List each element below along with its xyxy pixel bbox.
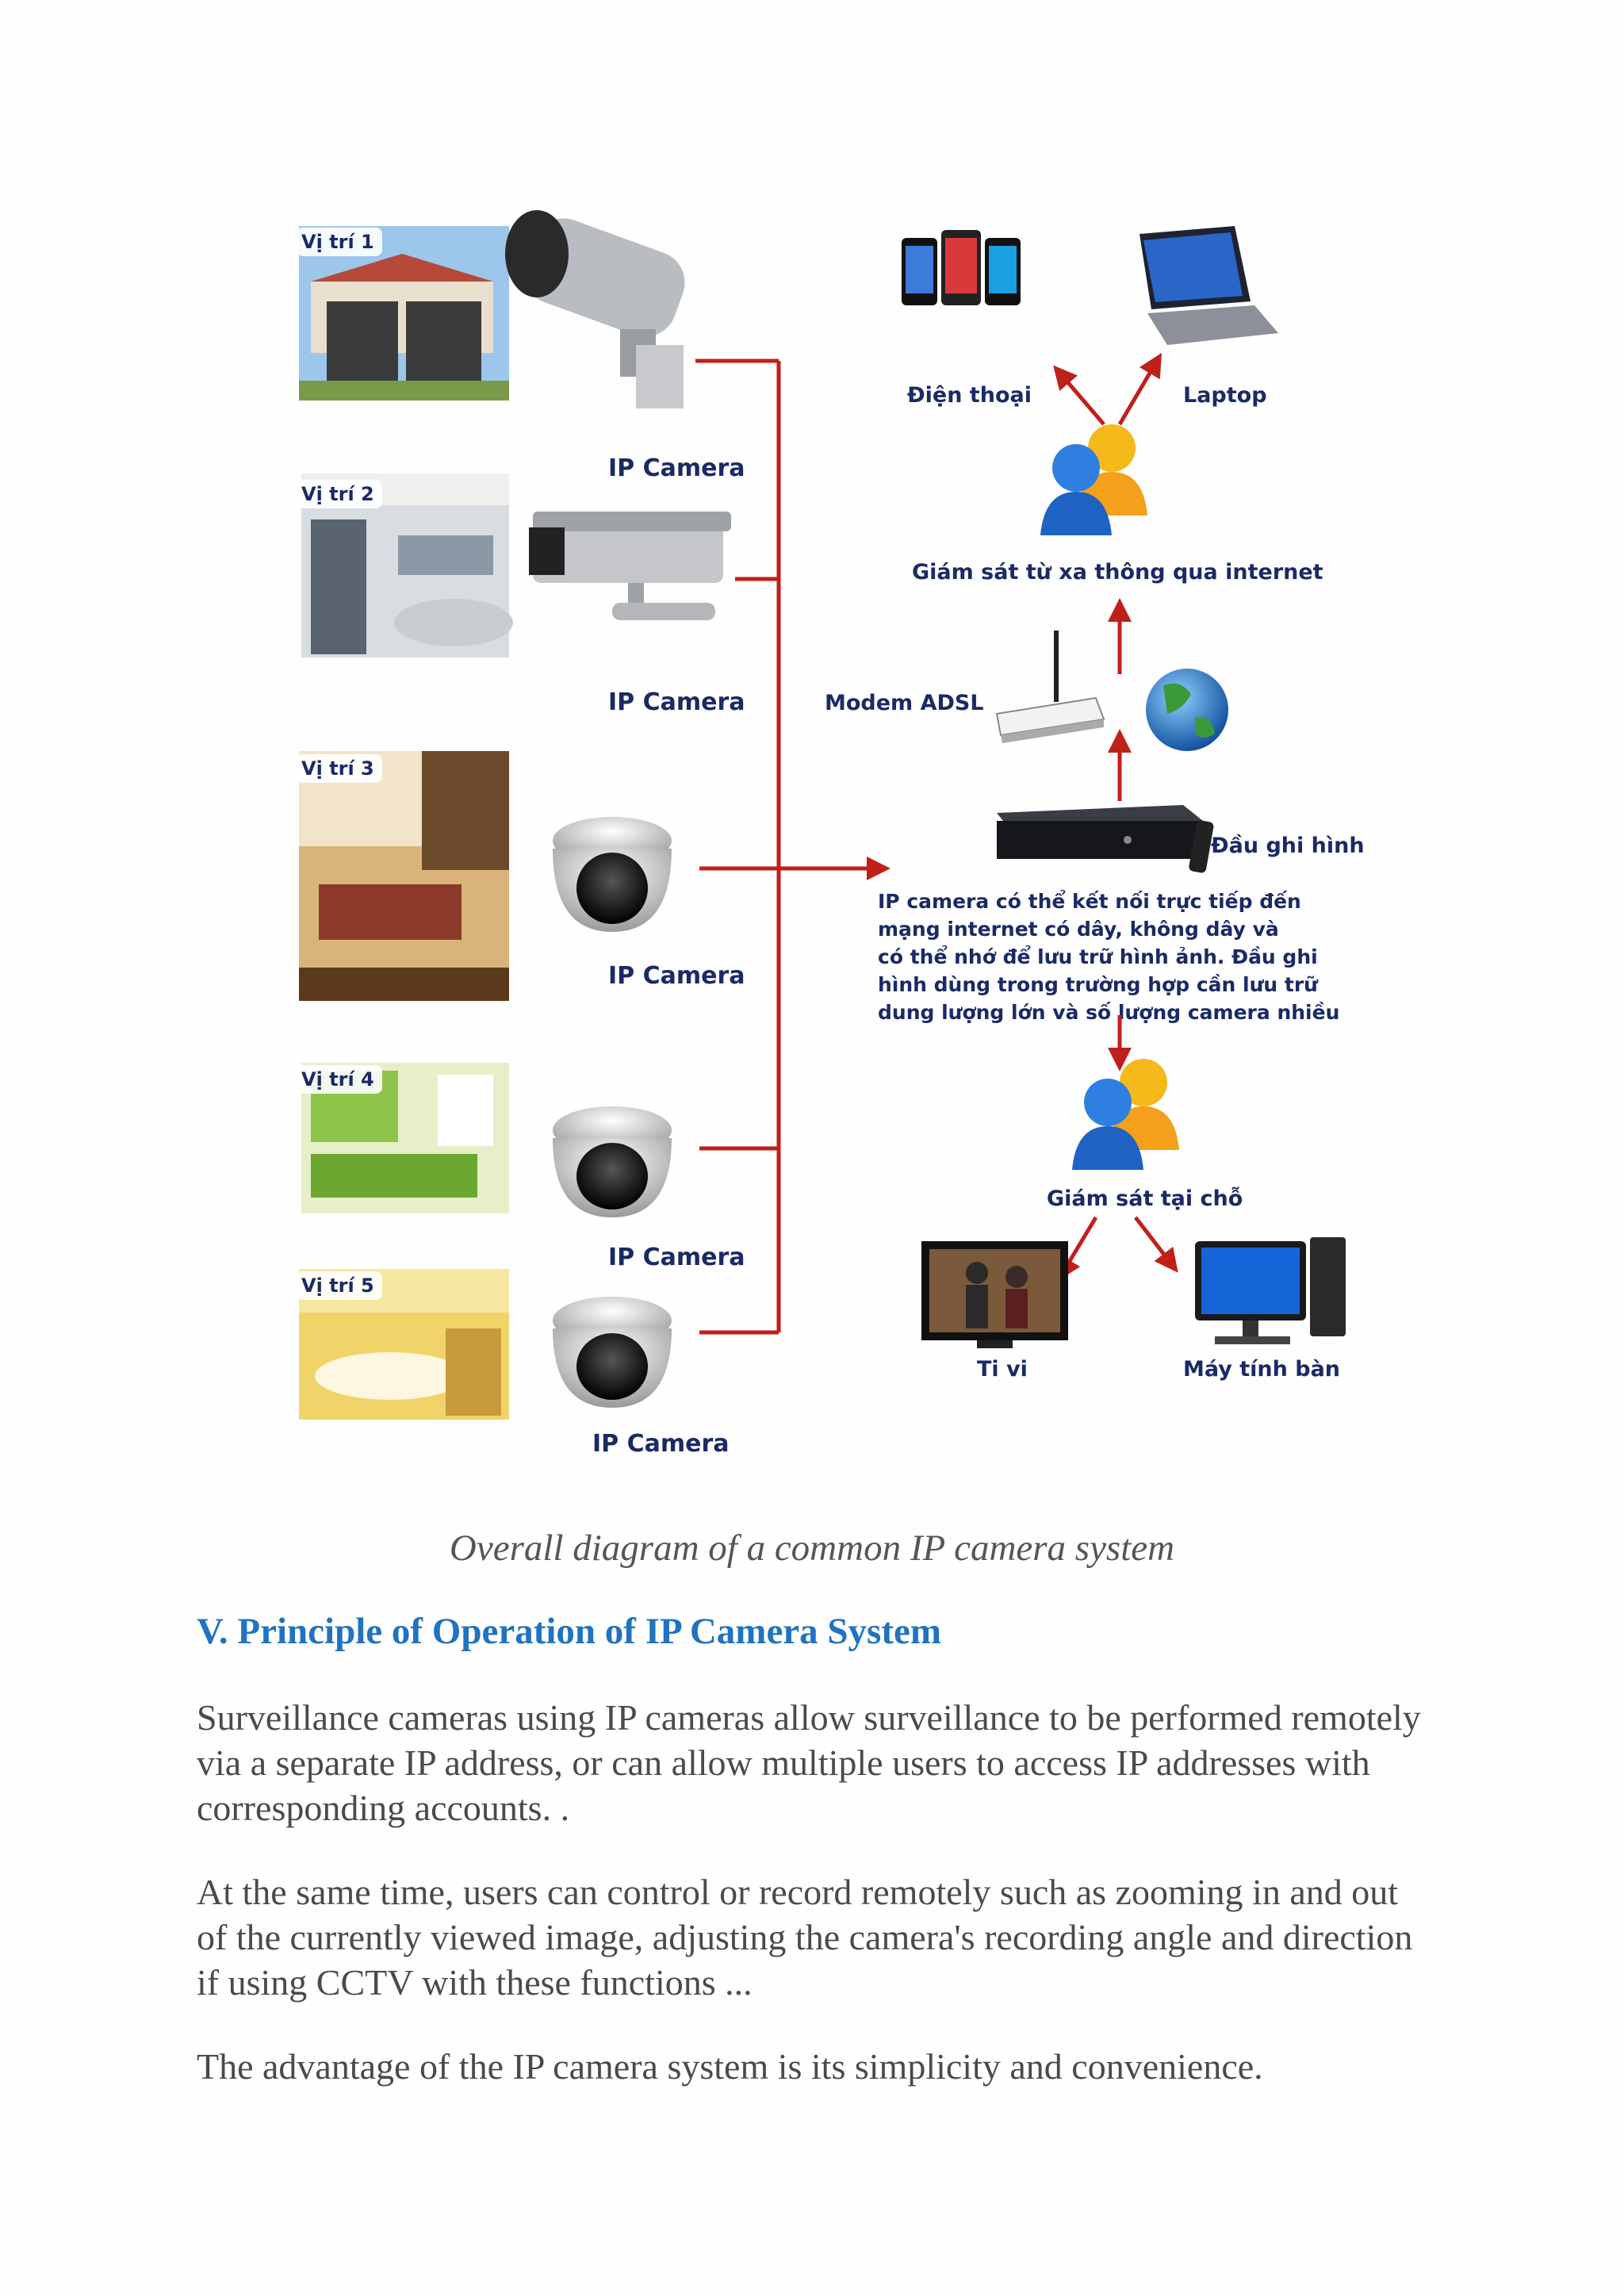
- camera-label-3: IP Camera: [608, 962, 745, 990]
- paragraph: At the same time, users can control or record remotely such as zooming in and out of the currently viewed image, adjusting the camera's recording angle and direction if using CCTV with these functions ...: [197, 1872, 1413, 2003]
- remote-monitoring-label: Giám sát từ xa thông qua internet: [912, 560, 1323, 585]
- remote-users-icon: [1040, 424, 1147, 535]
- tv-icon: [921, 1241, 1068, 1348]
- location-tag-2: Vị trí 2: [301, 483, 374, 505]
- bullet-camera-icon: [505, 209, 694, 408]
- figure-caption: Overall diagram of a common IP camera system: [449, 1527, 1175, 1569]
- camera-connection-lines: [695, 361, 886, 1332]
- globe-icon: [1146, 669, 1228, 751]
- modem-label: Modem ADSL: [825, 691, 984, 715]
- desktop-icon: [1195, 1237, 1346, 1344]
- video-recorder-icon: [997, 805, 1214, 873]
- dome-camera-icon: [553, 1297, 672, 1408]
- paragraph: The advantage of the IP camera system is its simplicity and convenience.: [197, 2046, 1263, 2087]
- box-camera-icon: [529, 512, 731, 620]
- note-line-5: dung lượng lớn và số lượng camera nhiều: [878, 1001, 1340, 1024]
- phone-label: Điện thoại: [907, 383, 1032, 408]
- desktop-label: Máy tính bàn: [1183, 1357, 1341, 1382]
- local-users-icon: [1072, 1059, 1179, 1170]
- camera-label-4: IP Camera: [608, 1244, 745, 1271]
- local-device-arrows: [1060, 1217, 1175, 1277]
- location-photo-3: [299, 751, 509, 1001]
- location-tag-1: Vị trí 1: [301, 231, 374, 253]
- paragraph: Surveillance cameras using IP cameras allow surveillance to be performed remotely via a separate IP address, or can allow multiple users to access IP addresses with corresponding accounts. .: [197, 1697, 1421, 1828]
- tv-label: Ti vi: [977, 1357, 1028, 1382]
- note-line-2: mạng internet có dây, không dây và: [878, 918, 1279, 941]
- location-tag-5: Vị trí 5: [301, 1274, 374, 1297]
- local-monitoring-label: Giám sát tại chỗ: [1047, 1186, 1243, 1211]
- recorder-note: [878, 889, 1339, 1024]
- laptop-label: Laptop: [1183, 383, 1267, 408]
- modem-icon: [997, 631, 1104, 743]
- ip-camera-system-diagram: [279, 186, 1396, 1471]
- dome-camera-icon: [553, 1106, 672, 1217]
- section-heading: V. Principle of Operation of IP Camera System: [197, 1611, 942, 1652]
- location-tag-3: Vị trí 3: [301, 757, 374, 780]
- camera-label-5: IP Camera: [592, 1430, 730, 1458]
- note-line-1: IP camera có thể kết nối trực tiếp đến: [878, 890, 1301, 913]
- phone-icon: [902, 230, 1021, 305]
- remote-device-arrows: [1056, 357, 1159, 424]
- laptop-icon: [1139, 226, 1278, 345]
- recorder-label: Đầu ghi hình: [1211, 834, 1365, 858]
- camera-label-1: IP Camera: [608, 454, 745, 482]
- location-tag-4: Vị trí 4: [301, 1068, 374, 1091]
- note-line-4: hình dùng trong trường hợp cần lưu trữ: [878, 973, 1318, 996]
- note-line-3: có thể nhớ để lưu trữ hình ảnh. Đầu ghi: [878, 945, 1318, 968]
- dome-camera-icon: [553, 817, 672, 932]
- camera-label-2: IP Camera: [608, 688, 745, 716]
